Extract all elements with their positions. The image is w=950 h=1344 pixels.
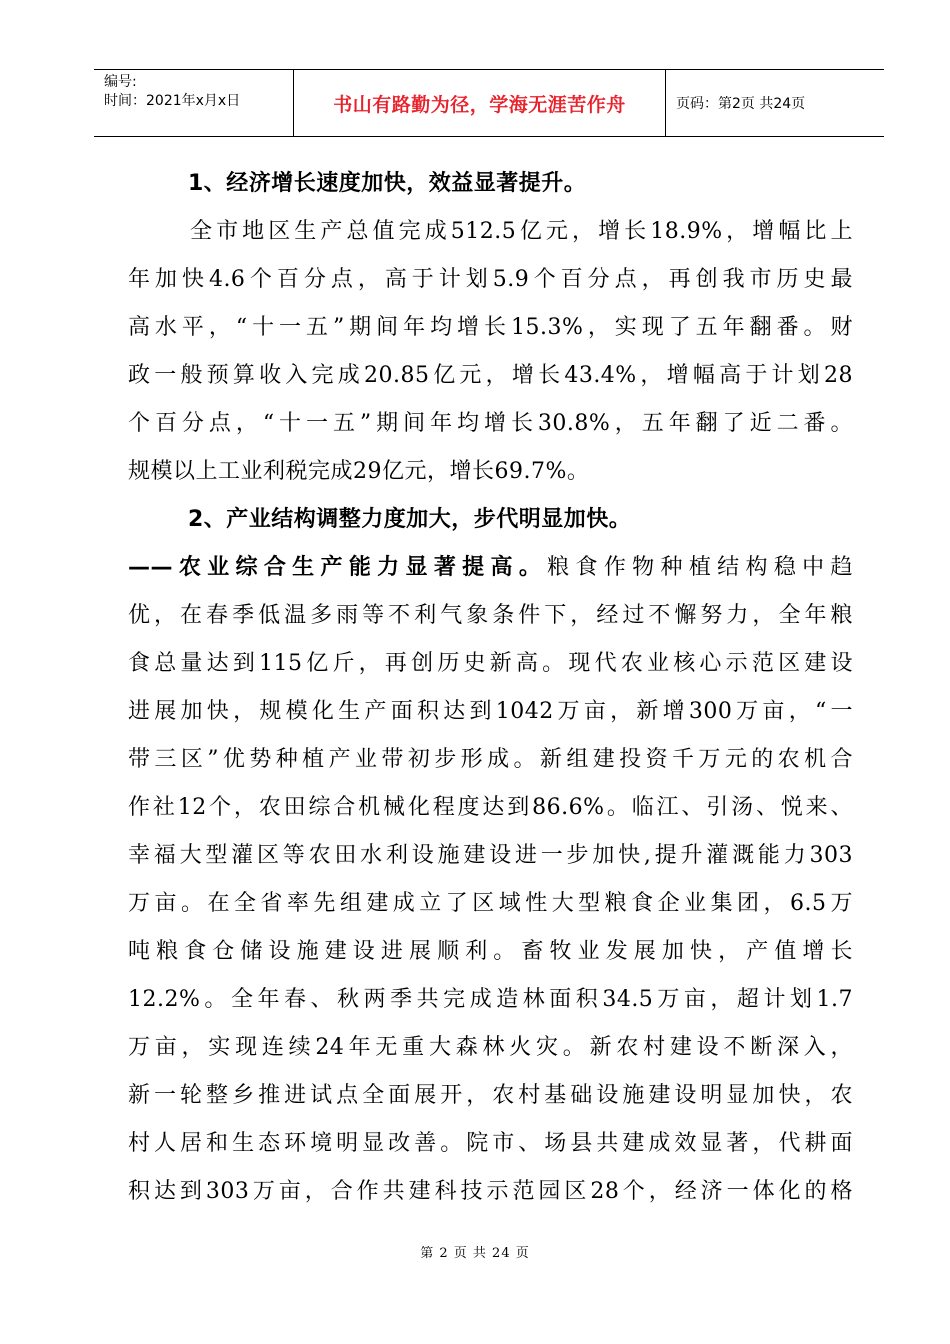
section-heading-1: 1、经济增长速度加快，效益显著提升。 [188,171,587,196]
paragraph-line: 高水平，“十一五”期间年均增长15.3%，实现了五年翻番。财 [128,315,853,340]
paragraph-lead-line [128,544,853,592]
paragraph-line: 新一轮整乡推进试点全面展开，农村基础设施建设明显加快，农 [128,1083,853,1108]
header-motto-cell [294,70,666,136]
paragraph-line: 优，在春季低温多雨等不利气象条件下，经过不懈努力，全年粮 [128,603,853,628]
paragraph-line: 食总量达到115亿斤，再创历史新高。现代农业核心示范区建设 [128,651,853,676]
page-header [94,69,884,137]
document-body [128,160,853,1216]
paragraph-line: 作社12个，农田综合机械化程度达到86.6%。临江、引汤、悦来、 [128,795,853,820]
paragraph-line: 个百分点，“十一五”期间年均增长30.8%，五年翻了近二番。 [128,411,853,436]
paragraph-line: 吨粮食仓储设施建设进展顺利。畜牧业发展加快，产值增长 [128,939,853,964]
paragraph-line: 带三区”优势种植产业带初步形成。新组建投资千万元的农机合 [128,747,853,772]
paragraph-lead-bold: ——农业综合生产能力显著提高。 [128,555,548,580]
paragraph-line: 万亩，实现连续24年无重大森林火灾。新农村建设不断深入， [128,1035,853,1060]
paragraph-line: 12.2%。全年春、秋两季共完成造林面积34.5万亩，超计划1.7 [128,987,853,1012]
paragraph-1 [128,208,853,496]
time-label: 时间：2021年x月x日 [104,93,241,109]
paragraph-line: 村人居和生态环境明显改善。院市、场县共建成效显著，代耕面 [128,1131,853,1156]
paragraph-2 [128,544,853,1216]
paragraph-line: 规模以上工业利税完成29亿元，增长69.7%。 [128,459,590,484]
paragraph-line: 政一般预算收入完成20.85亿元，增长43.4%，增幅高于计划28 [128,363,853,388]
paragraph-lead-rest: 粮食作物种植结构稳中趋 [547,555,853,580]
page-footer: 第 2 页 共 24 页 [420,1246,530,1261]
header-page-code-cell [666,70,884,136]
paragraph-line: 积达到303万亩，合作共建科技示范园区28个，经济一体化的格 [128,1179,853,1204]
header-motto: 书山有路勤为径，学海无涯苦作舟 [333,93,626,116]
paragraph-line: 幸福大型灌区等农田水利设施建设进一步加快,提升灌溉能力303 [128,843,853,868]
paragraph-line: 全市地区生产总值完成512.5亿元，增长18.9%，增幅比上 [190,219,853,244]
paragraph-line: 年加快4.6个百分点，高于计划5.9个百分点，再创我市历史最 [128,267,853,292]
header-meta [94,70,294,136]
section-heading-2: 2、产业结构调整力度加大，步代明显加快。 [188,507,632,532]
doc-number-label: 编号: [104,74,137,90]
paragraph-line: 万亩。在全省率先组建成立了区域性大型粮食企业集团，6.5万 [128,891,853,916]
paragraph-line: 进展加快，规模化生产面积达到1042万亩，新增300万亩，“一 [128,699,853,724]
page-code: 页码：第2页 共24页 [676,96,806,112]
